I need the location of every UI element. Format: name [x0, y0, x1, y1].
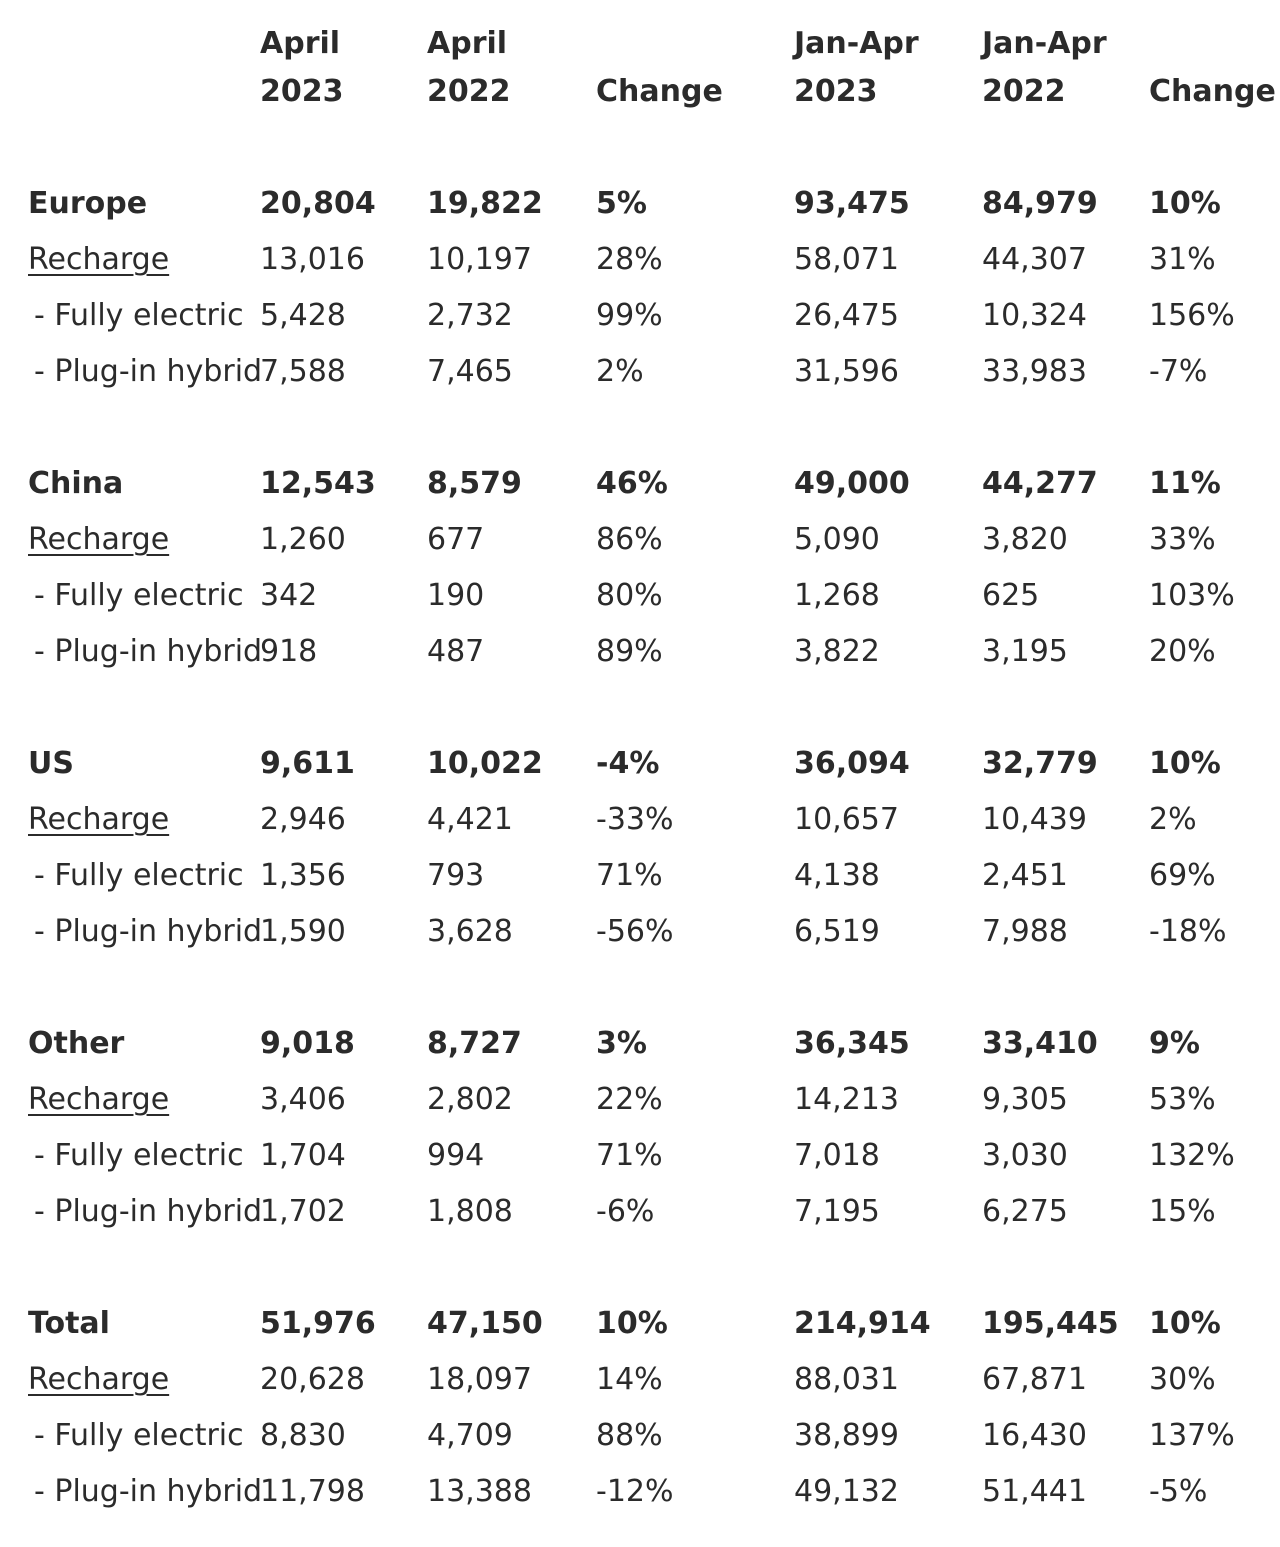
value-cell: 994 — [427, 1138, 485, 1173]
header-jan-apr-2022: Jan-Apr 2022 — [982, 26, 1107, 109]
value-cell: 2,946 — [260, 802, 346, 837]
value-cell: 1,260 — [260, 522, 346, 557]
value-cell: 67,871 — [982, 1362, 1087, 1397]
value-cell: -5% — [1149, 1474, 1208, 1509]
value-cell: 88,031 — [794, 1362, 899, 1397]
value-cell: 918 — [260, 634, 318, 669]
value-cell: 3,820 — [982, 522, 1068, 557]
value-cell: 15% — [1149, 1194, 1216, 1229]
recharge-row — [0, 1072, 1280, 1128]
spacer — [0, 1240, 1280, 1296]
value-cell: 677 — [427, 522, 485, 557]
region-section-total — [0, 1296, 1280, 1520]
region-section-us — [0, 736, 1280, 960]
row-label: Europe — [28, 186, 148, 221]
value-cell: 18,097 — [427, 1362, 532, 1397]
value-cell: 30% — [1149, 1362, 1216, 1397]
value-cell: 28% — [596, 242, 663, 277]
value-cell: 38,899 — [794, 1418, 899, 1453]
value-cell: 26,475 — [794, 298, 899, 333]
value-cell: 10,324 — [982, 298, 1087, 333]
value-cell: 6,275 — [982, 1194, 1068, 1229]
value-cell: 16,430 — [982, 1418, 1087, 1453]
fully-electric-row — [0, 1408, 1280, 1464]
value-cell: 7,588 — [260, 354, 346, 389]
table-body — [0, 176, 1280, 1520]
value-cell: 71% — [596, 1138, 663, 1173]
plug-in-hybrid-row — [0, 344, 1280, 400]
value-cell: 10% — [1149, 186, 1221, 221]
row-label: - Fully electric — [34, 298, 244, 333]
value-cell: 7,988 — [982, 914, 1068, 949]
value-cell: 31,596 — [794, 354, 899, 389]
region-total-row — [0, 736, 1280, 792]
value-cell: 190 — [427, 578, 485, 613]
recharge-row — [0, 792, 1280, 848]
value-cell: 11% — [1149, 466, 1221, 501]
value-cell: 36,345 — [794, 1026, 910, 1061]
region-section-china — [0, 456, 1280, 680]
value-cell: 88% — [596, 1418, 663, 1453]
row-label: - Plug-in hybrid — [34, 354, 263, 389]
value-cell: 793 — [427, 858, 485, 893]
value-cell: 5,428 — [260, 298, 346, 333]
value-cell: 195,445 — [982, 1306, 1119, 1341]
value-cell: 93,475 — [794, 186, 910, 221]
region-section-europe — [0, 176, 1280, 400]
row-label: - Fully electric — [34, 858, 244, 893]
plug-in-hybrid-row — [0, 904, 1280, 960]
value-cell: 1,268 — [794, 578, 880, 613]
value-cell: 13,388 — [427, 1474, 532, 1509]
value-cell: 11,798 — [260, 1474, 365, 1509]
value-cell: 47,150 — [427, 1306, 543, 1341]
value-cell: 137% — [1149, 1418, 1235, 1453]
value-cell: 2,732 — [427, 298, 513, 333]
row-label: - Fully electric — [34, 578, 244, 613]
value-cell: 9,018 — [260, 1026, 355, 1061]
value-cell: 487 — [427, 634, 485, 669]
plug-in-hybrid-row — [0, 1184, 1280, 1240]
row-label: - Plug-in hybrid — [34, 634, 263, 669]
value-cell: 58,071 — [794, 242, 899, 277]
row-label: China — [28, 466, 124, 501]
value-cell: 44,277 — [982, 466, 1098, 501]
value-cell: 36,094 — [794, 746, 910, 781]
fully-electric-row — [0, 288, 1280, 344]
value-cell: 32,779 — [982, 746, 1098, 781]
recharge-row — [0, 1352, 1280, 1408]
recharge-row — [0, 512, 1280, 568]
region-total-row — [0, 176, 1280, 232]
plug-in-hybrid-row — [0, 1464, 1280, 1520]
value-cell: 1,704 — [260, 1138, 346, 1173]
value-cell: 14,213 — [794, 1082, 899, 1117]
header-change-ytd: Change — [1149, 74, 1276, 109]
row-label: US — [28, 746, 74, 781]
value-cell: 20,804 — [260, 186, 376, 221]
value-cell: 49,000 — [794, 466, 910, 501]
value-cell: 8,830 — [260, 1418, 346, 1453]
value-cell: 6,519 — [794, 914, 880, 949]
value-cell: -33% — [596, 802, 674, 837]
recharge-link[interactable]: Recharge — [28, 242, 170, 277]
header-change-month: Change — [596, 74, 723, 109]
value-cell: 2,802 — [427, 1082, 513, 1117]
value-cell: 31% — [1149, 242, 1216, 277]
value-cell: 3,406 — [260, 1082, 346, 1117]
value-cell: 20% — [1149, 634, 1216, 669]
value-cell: 12,543 — [260, 466, 376, 501]
value-cell: 9% — [1149, 1026, 1200, 1061]
value-cell: 2% — [1149, 802, 1197, 837]
value-cell: 44,307 — [982, 242, 1087, 277]
value-cell: 89% — [596, 634, 663, 669]
header-jan-apr-2023: Jan-Apr 2023 — [794, 26, 919, 109]
value-cell: 1,702 — [260, 1194, 346, 1229]
value-cell: 53% — [1149, 1082, 1216, 1117]
recharge-row — [0, 232, 1280, 288]
value-cell: 1,808 — [427, 1194, 513, 1229]
value-cell: 10,657 — [794, 802, 899, 837]
value-cell: 1,590 — [260, 914, 346, 949]
spacer — [0, 680, 1280, 736]
row-label: Other — [28, 1026, 125, 1061]
fully-electric-row — [0, 1128, 1280, 1184]
value-cell: -6% — [596, 1194, 655, 1229]
value-cell: 8,727 — [427, 1026, 522, 1061]
value-cell: 7,195 — [794, 1194, 880, 1229]
row-label: - Plug-in hybrid — [34, 1194, 263, 1229]
value-cell: 3,628 — [427, 914, 513, 949]
region-total-row — [0, 1296, 1280, 1352]
recharge-link[interactable]: Recharge — [28, 522, 170, 557]
value-cell: 4,421 — [427, 802, 513, 837]
recharge-link[interactable]: Recharge — [28, 1362, 170, 1397]
value-cell: 10% — [1149, 1306, 1221, 1341]
value-cell: 33,983 — [982, 354, 1087, 389]
value-cell: 22% — [596, 1082, 663, 1117]
header-april-2023: April 2023 — [260, 26, 344, 109]
value-cell: 33,410 — [982, 1026, 1098, 1061]
value-cell: 625 — [982, 578, 1040, 613]
header-april-2022: April 2022 — [427, 26, 511, 109]
value-cell: 103% — [1149, 578, 1235, 613]
spacer — [0, 960, 1280, 1016]
value-cell: 3,822 — [794, 634, 880, 669]
value-cell: 9,305 — [982, 1082, 1068, 1117]
row-label: - Plug-in hybrid — [34, 914, 263, 949]
value-cell: 10,439 — [982, 802, 1087, 837]
value-cell: 13,016 — [260, 242, 365, 277]
spacer — [0, 140, 1280, 176]
value-cell: 19,822 — [427, 186, 543, 221]
value-cell: 5,090 — [794, 522, 880, 557]
value-cell: 132% — [1149, 1138, 1235, 1173]
value-cell: 46% — [596, 466, 668, 501]
region-total-row — [0, 1016, 1280, 1072]
value-cell: 3,030 — [982, 1138, 1068, 1173]
value-cell: 51,976 — [260, 1306, 376, 1341]
value-cell: 4,138 — [794, 858, 880, 893]
value-cell: 14% — [596, 1362, 663, 1397]
value-cell: 99% — [596, 298, 663, 333]
region-section-other — [0, 1016, 1280, 1240]
value-cell: 1,356 — [260, 858, 346, 893]
value-cell: -4% — [596, 746, 660, 781]
value-cell: 156% — [1149, 298, 1235, 333]
row-label: - Fully electric — [34, 1138, 244, 1173]
value-cell: 7,465 — [427, 354, 513, 389]
region-total-row — [0, 456, 1280, 512]
value-cell: 9,611 — [260, 746, 355, 781]
value-cell: 33% — [1149, 522, 1216, 557]
value-cell: 2% — [596, 354, 644, 389]
value-cell: -56% — [596, 914, 674, 949]
value-cell: 71% — [596, 858, 663, 893]
table-header — [0, 0, 1280, 140]
value-cell: 10,022 — [427, 746, 543, 781]
value-cell: -7% — [1149, 354, 1208, 389]
value-cell: 2,451 — [982, 858, 1068, 893]
row-label: - Plug-in hybrid — [34, 1474, 263, 1509]
value-cell: 214,914 — [794, 1306, 931, 1341]
value-cell: 3,195 — [982, 634, 1068, 669]
value-cell: 10,197 — [427, 242, 532, 277]
plug-in-hybrid-row — [0, 624, 1280, 680]
spacer — [0, 400, 1280, 456]
value-cell: 3% — [596, 1026, 647, 1061]
value-cell: 4,709 — [427, 1418, 513, 1453]
value-cell: 49,132 — [794, 1474, 899, 1509]
value-cell: 51,441 — [982, 1474, 1087, 1509]
row-label: Total — [28, 1306, 110, 1341]
value-cell: 7,018 — [794, 1138, 880, 1173]
value-cell: 10% — [596, 1306, 668, 1341]
recharge-link[interactable]: Recharge — [28, 1082, 170, 1117]
value-cell: 69% — [1149, 858, 1216, 893]
value-cell: 20,628 — [260, 1362, 365, 1397]
value-cell: 5% — [596, 186, 647, 221]
value-cell: 8,579 — [427, 466, 522, 501]
recharge-link[interactable]: Recharge — [28, 802, 170, 837]
fully-electric-row — [0, 848, 1280, 904]
value-cell: -18% — [1149, 914, 1227, 949]
value-cell: 84,979 — [982, 186, 1098, 221]
value-cell: -12% — [596, 1474, 674, 1509]
value-cell: 86% — [596, 522, 663, 557]
value-cell: 10% — [1149, 746, 1221, 781]
value-cell: 80% — [596, 578, 663, 613]
fully-electric-row — [0, 568, 1280, 624]
value-cell: 342 — [260, 578, 318, 613]
row-label: - Fully electric — [34, 1418, 244, 1453]
